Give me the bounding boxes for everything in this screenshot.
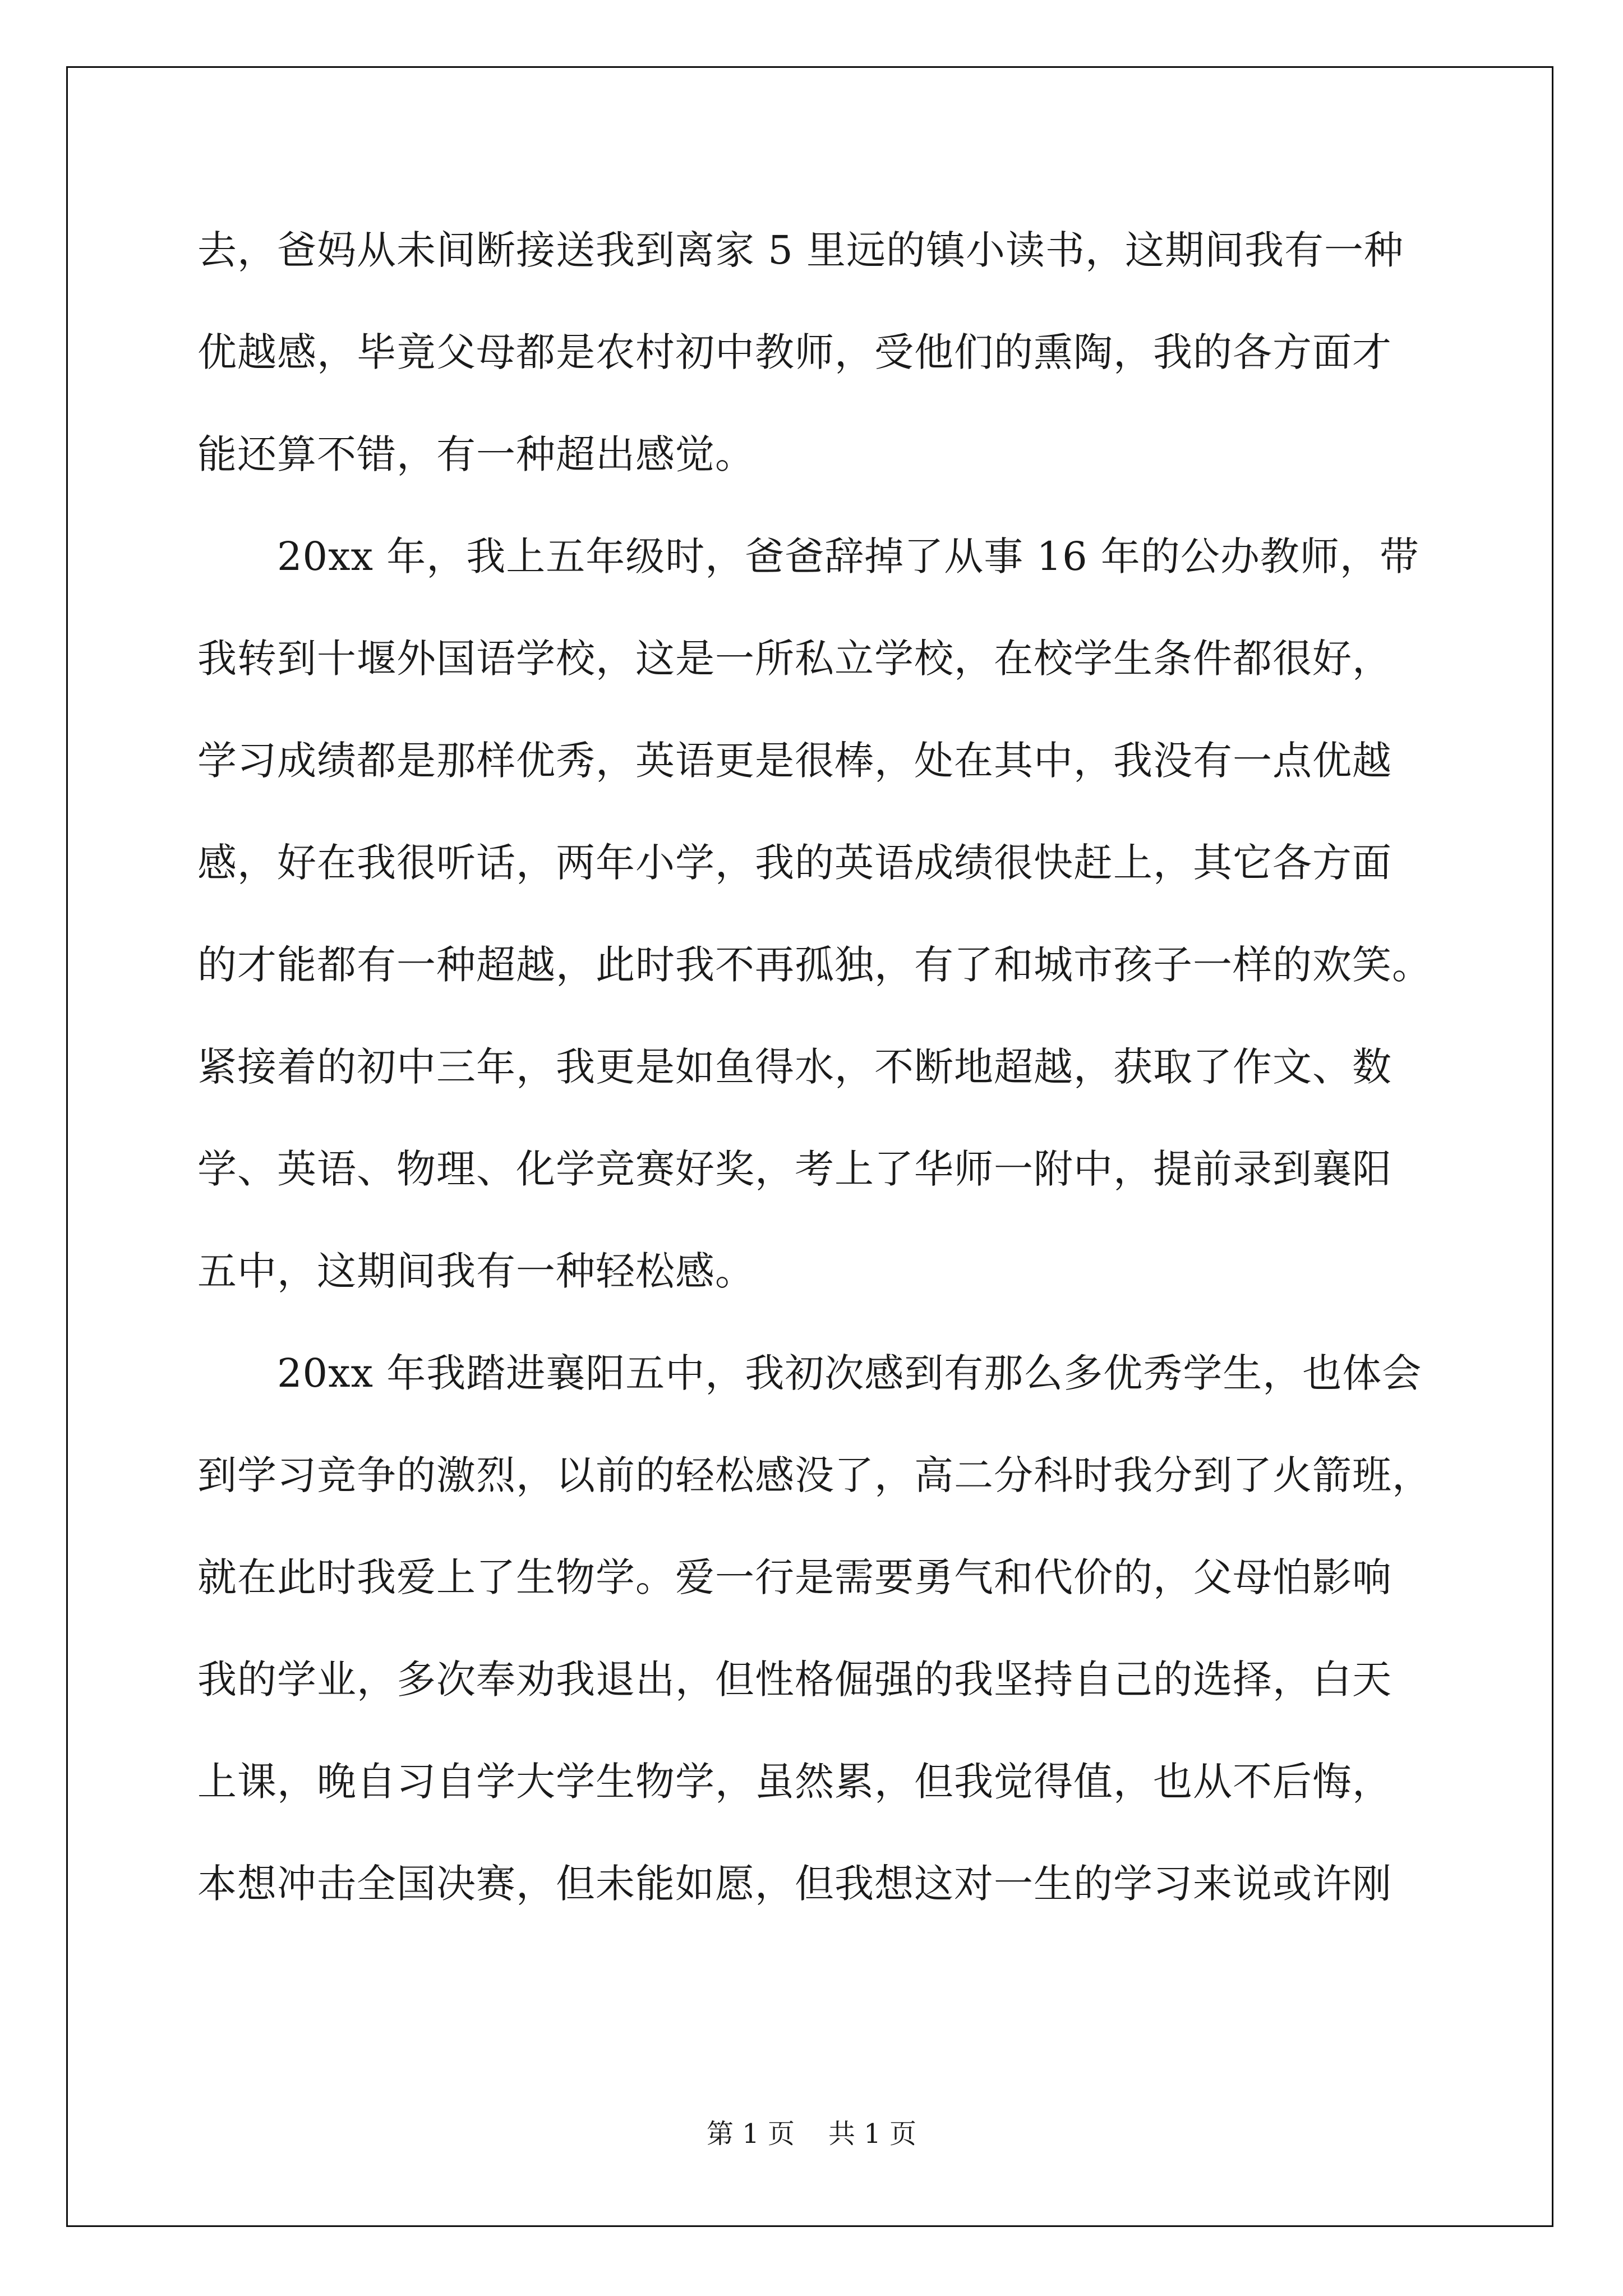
text-line: 感，好在我很听话，两年小学，我的英语成绩很快赶上，其它各方面 <box>197 840 1392 886</box>
text-line: 去，爸妈从未间断接送我到离家 5 里远的镇小读书，这期间我有一种 <box>197 227 1404 273</box>
text-line: 本想冲击全国决赛，但未能如愿，但我想这对一生的学习来说或许刚 <box>197 1861 1392 1907</box>
page-footer <box>0 2117 1623 2151</box>
document-body <box>197 219 1431 1954</box>
page-total: 共 1 页 <box>828 2118 917 2150</box>
text-line: 上课，晚自习自学大学生物学，虽然累，但我觉得值，也从不后悔， <box>197 1759 1392 1805</box>
text-line: 就在此时我爱上了生物学。爱一行是需要勇气和代价的，父母怕影响 <box>197 1554 1392 1600</box>
page-number: 第 1 页 <box>706 2118 795 2150</box>
text-line: 学、英语、物理、化学竞赛好奖，考上了华师一附中，提前录到襄阳 <box>197 1146 1392 1192</box>
text-line: 我的学业，多次奉劝我退出，但性格倔强的我坚持自己的选择，白天 <box>197 1657 1392 1703</box>
text-line: 20xx 年我踏进襄阳五中，我初次感到有那么多优秀学生，也体会 <box>197 1350 1422 1396</box>
text-line: 能还算不错，有一种超出感觉。 <box>197 431 755 477</box>
text-line: 我转到十堰外国语学校，这是一所私立学校，在校学生条件都很好， <box>197 636 1392 682</box>
text-line: 20xx 年，我上五年级时，爸爸辞掉了从事 16 年的公办教师，带 <box>197 533 1419 579</box>
text-line: 五中，这期间我有一种轻松感。 <box>197 1248 755 1294</box>
text-line: 的才能都有一种超越，此时我不再孤独，有了和城市孩子一样的欢笑。 <box>197 942 1432 988</box>
text-line: 紧接着的初中三年，我更是如鱼得水，不断地超越，获取了作文、数 <box>197 1044 1392 1090</box>
text-line: 优越感，毕竟父母都是农村初中教师，受他们的熏陶，我的各方面才 <box>197 329 1392 375</box>
text-line: 学习成绩都是那样优秀，英语更是很棒，处在其中，我没有一点优越 <box>197 738 1392 784</box>
text-line: 到学习竞争的激烈，以前的轻松感没了，高二分科时我分到了火箭班， <box>197 1452 1432 1498</box>
